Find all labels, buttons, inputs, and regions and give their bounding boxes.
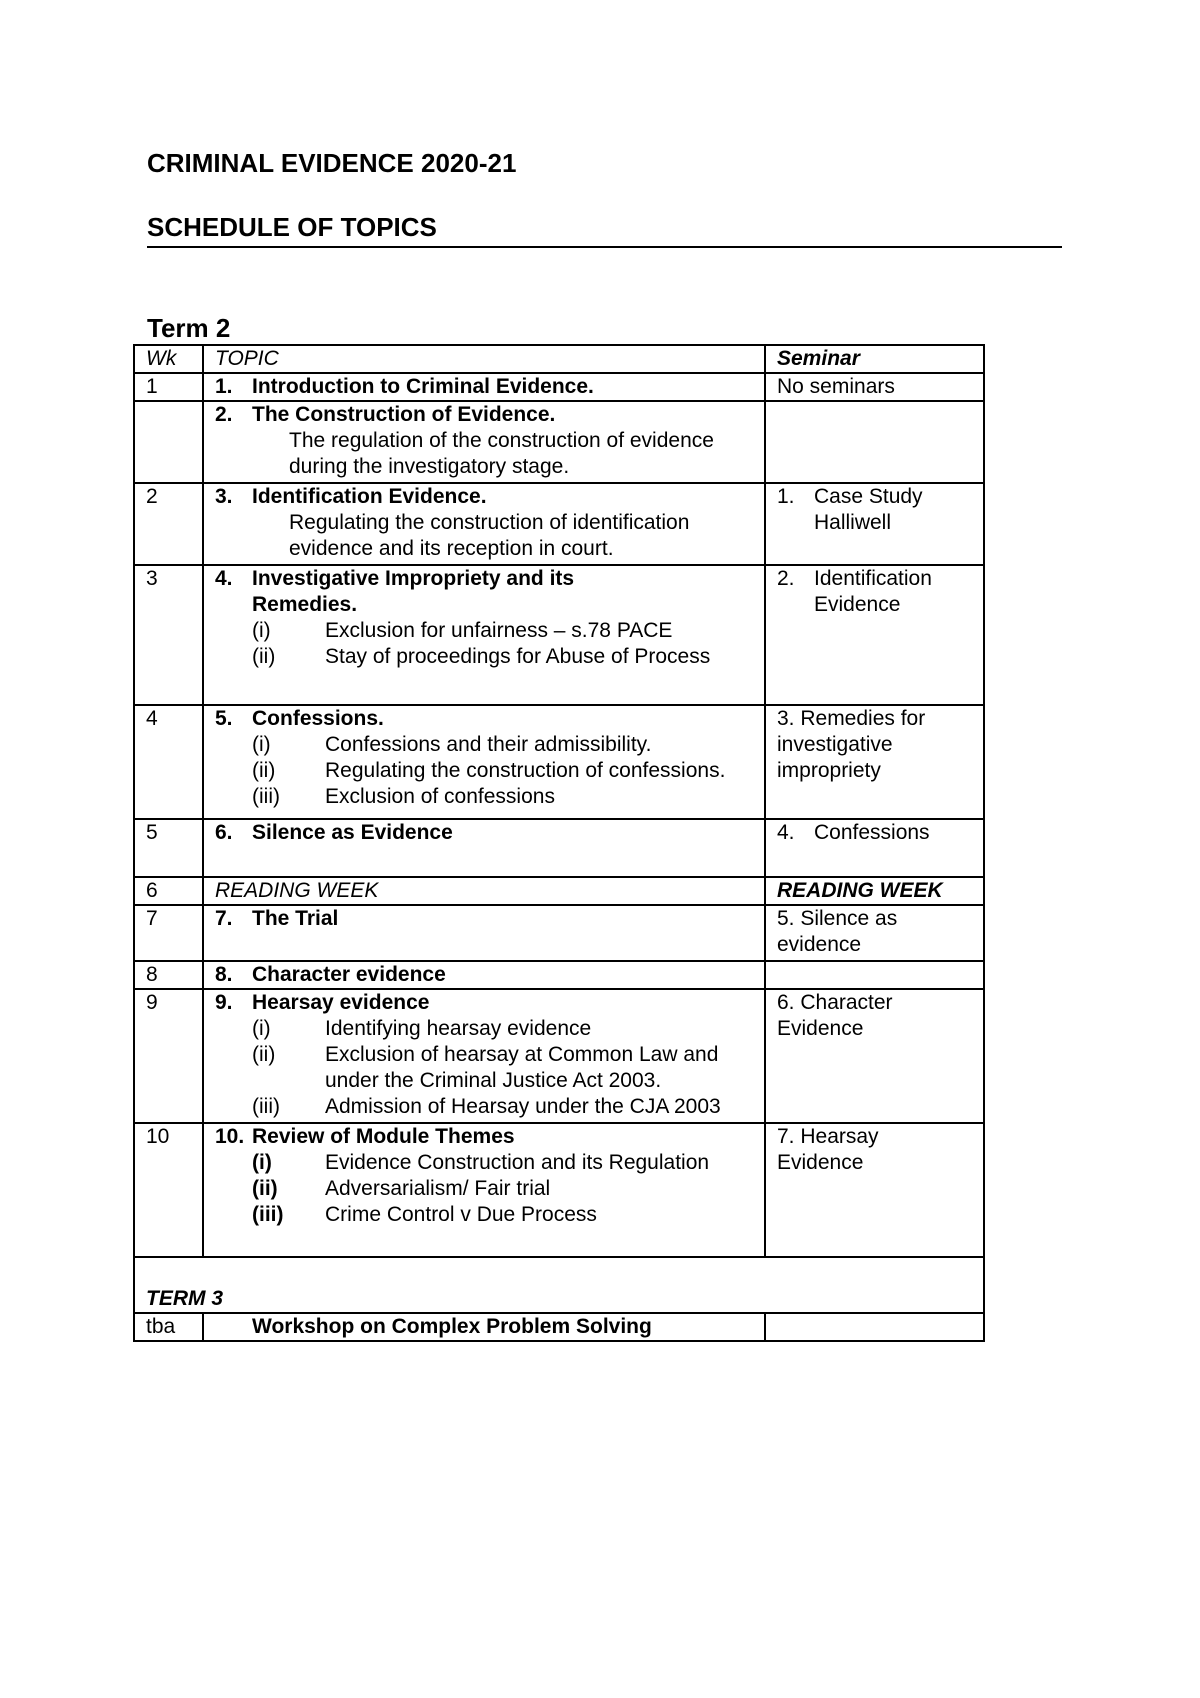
topic-title: Introduction to Criminal Evidence. (252, 375, 594, 398)
subtopic: Regulating the construction of confessions. (325, 759, 726, 782)
topic-title: Hearsay evidence (252, 991, 430, 1014)
table-row (134, 705, 984, 819)
topic-number: 7. (215, 907, 233, 930)
cell-wk: 6 (134, 877, 203, 905)
seminar-line: Evidence (814, 593, 901, 616)
subtopic: Crime Control v Due Process (325, 1203, 597, 1226)
header-seminar: Seminar (765, 345, 984, 373)
subtopic-line: Exclusion of hearsay at Common Law and (325, 1043, 719, 1066)
topic-line: Remedies. (252, 593, 358, 616)
topic-description: during the investigatory stage. (289, 455, 570, 478)
cell-wk: 1 (134, 373, 203, 401)
cell-seminar: No seminars (765, 373, 984, 401)
cell-wk: 8 (134, 961, 203, 989)
subtopic: Confessions and their admissibility. (325, 733, 652, 756)
cell-wk: 9 (134, 989, 203, 1123)
subtopic: Admission of Hearsay under the CJA 2003 (325, 1095, 721, 1118)
subtopic-number: (iii) (252, 785, 280, 808)
cell-topic (203, 989, 765, 1123)
seminar-line: impropriety (777, 759, 881, 782)
seminar-line: 6. Character (777, 991, 893, 1014)
topic-title: Character evidence (252, 963, 446, 986)
topic-title: Confessions. (252, 707, 384, 730)
subtopic-number: (iii) (252, 1095, 280, 1118)
cell-seminar (765, 705, 984, 819)
topic-number: 9. (215, 991, 233, 1014)
subtopic: Adversarialism/ Fair trial (325, 1177, 551, 1200)
cell-topic (203, 905, 765, 961)
table-row (134, 1123, 984, 1257)
cell-wk: 2 (134, 483, 203, 565)
topic-title (252, 566, 574, 618)
header-topic: TOPIC (203, 345, 765, 373)
subtopic-number: (iii) (252, 1203, 284, 1226)
seminar-line: 5. Silence as (777, 907, 898, 930)
seminar-number: 4. (777, 821, 795, 844)
table-row (134, 1313, 984, 1341)
header-wk: Wk (134, 345, 203, 373)
table-header-row (134, 345, 984, 373)
seminar-line: Case Study (814, 485, 923, 508)
topic-title: Review of Module Themes (252, 1125, 515, 1148)
cell-topic: READING WEEK (203, 877, 765, 905)
seminar-title (814, 484, 923, 536)
topic-description: evidence and its reception in court. (289, 537, 614, 560)
subtopic-number: (ii) (252, 1177, 278, 1200)
subtopic: Evidence Construction and its Regulation (325, 1151, 710, 1174)
subtopic-number: (i) (252, 619, 271, 642)
subtopic: Identifying hearsay evidence (325, 1017, 592, 1040)
seminar-line: Evidence (777, 1017, 864, 1040)
subtopic: Exclusion for unfairness – s.78 PACE (325, 619, 673, 642)
cell-wk: 4 (134, 705, 203, 819)
topic-number: 5. (215, 707, 233, 730)
table-row (134, 565, 984, 705)
subtopic-number: (ii) (252, 759, 276, 782)
table-row (134, 989, 984, 1123)
subtopic-number: (ii) (252, 645, 276, 668)
cell-topic (203, 373, 765, 401)
seminar-line: Evidence (777, 1151, 864, 1174)
term-3-row (134, 1257, 984, 1313)
seminar-line: Halliwell (814, 511, 892, 534)
cell-seminar (765, 483, 984, 565)
table-row (134, 905, 984, 961)
cell-topic (203, 961, 765, 989)
cell-wk: 5 (134, 819, 203, 877)
seminar-line: evidence (777, 933, 862, 956)
topic-number: 2. (215, 403, 233, 426)
cell-seminar (765, 819, 984, 877)
cell-wk: 10 (134, 1123, 203, 1257)
cell-seminar (765, 401, 984, 483)
topic-description: The regulation of the construction of evidence (289, 429, 714, 452)
topic-title: The Trial (252, 907, 339, 930)
topic-title: Silence as Evidence (252, 821, 453, 844)
term-2-heading: Term 2 (147, 313, 231, 343)
cell-seminar (765, 1313, 984, 1341)
seminar-title: Confessions (814, 821, 930, 844)
cell-seminar (765, 905, 984, 961)
cell-topic (203, 483, 765, 565)
term-3-heading: TERM 3 (134, 1257, 984, 1313)
title-underline (147, 246, 1062, 248)
subtopic-line: under the Criminal Justice Act 2003. (325, 1069, 662, 1092)
cell-seminar (765, 565, 984, 705)
subtopic-number: (ii) (252, 1043, 276, 1066)
cell-wk (134, 401, 203, 483)
cell-seminar (765, 989, 984, 1123)
table-row (134, 483, 984, 565)
topic-title: Identification Evidence. (252, 485, 487, 508)
seminar-number: 1. (777, 485, 795, 508)
seminar-line: investigative (777, 733, 893, 756)
topic-number: 8. (215, 963, 233, 986)
table-row (134, 401, 984, 483)
topic-number: 3. (215, 485, 233, 508)
cell-topic (203, 565, 765, 705)
seminar-title (814, 566, 932, 618)
subtopic-number: (i) (252, 1151, 272, 1174)
seminar-line: 7. Hearsay (777, 1125, 879, 1148)
seminar-number: 2. (777, 567, 795, 590)
topic-number: 1. (215, 375, 233, 398)
table-row (134, 373, 984, 401)
topic-number: 6. (215, 821, 233, 844)
topic-number: 4. (215, 567, 233, 590)
subtopic: Stay of proceedings for Abuse of Process (325, 645, 711, 668)
table-row (134, 961, 984, 989)
cell-wk: 3 (134, 565, 203, 705)
seminar-line: 3. Remedies for (777, 707, 926, 730)
cell-seminar (765, 1123, 984, 1257)
subtopic-number: (i) (252, 733, 271, 756)
topic-number: 10. (215, 1125, 245, 1148)
topic-title: The Construction of Evidence. (252, 403, 556, 426)
cell-topic (203, 401, 765, 483)
cell-topic: Workshop on Complex Problem Solving (203, 1313, 765, 1341)
cell-seminar: READING WEEK (765, 877, 984, 905)
cell-topic (203, 1123, 765, 1257)
cell-topic (203, 819, 765, 877)
seminar-line: Identification (814, 567, 932, 590)
subtopic (325, 1042, 718, 1094)
cell-seminar (765, 961, 984, 989)
page-title: CRIMINAL EVIDENCE 2020-21 (147, 148, 517, 178)
table-row (134, 819, 984, 877)
subtopic: Exclusion of confessions (325, 785, 555, 808)
page-subtitle: SCHEDULE OF TOPICS (147, 212, 437, 242)
schedule-table (133, 344, 985, 1342)
cell-wk: 7 (134, 905, 203, 961)
cell-wk: tba (134, 1313, 203, 1341)
topic-line: Investigative Impropriety and its (252, 567, 575, 590)
topic-description: Regulating the construction of identification (289, 511, 690, 534)
cell-topic (203, 705, 765, 819)
table-row (134, 877, 984, 905)
subtopic-number: (i) (252, 1017, 271, 1040)
